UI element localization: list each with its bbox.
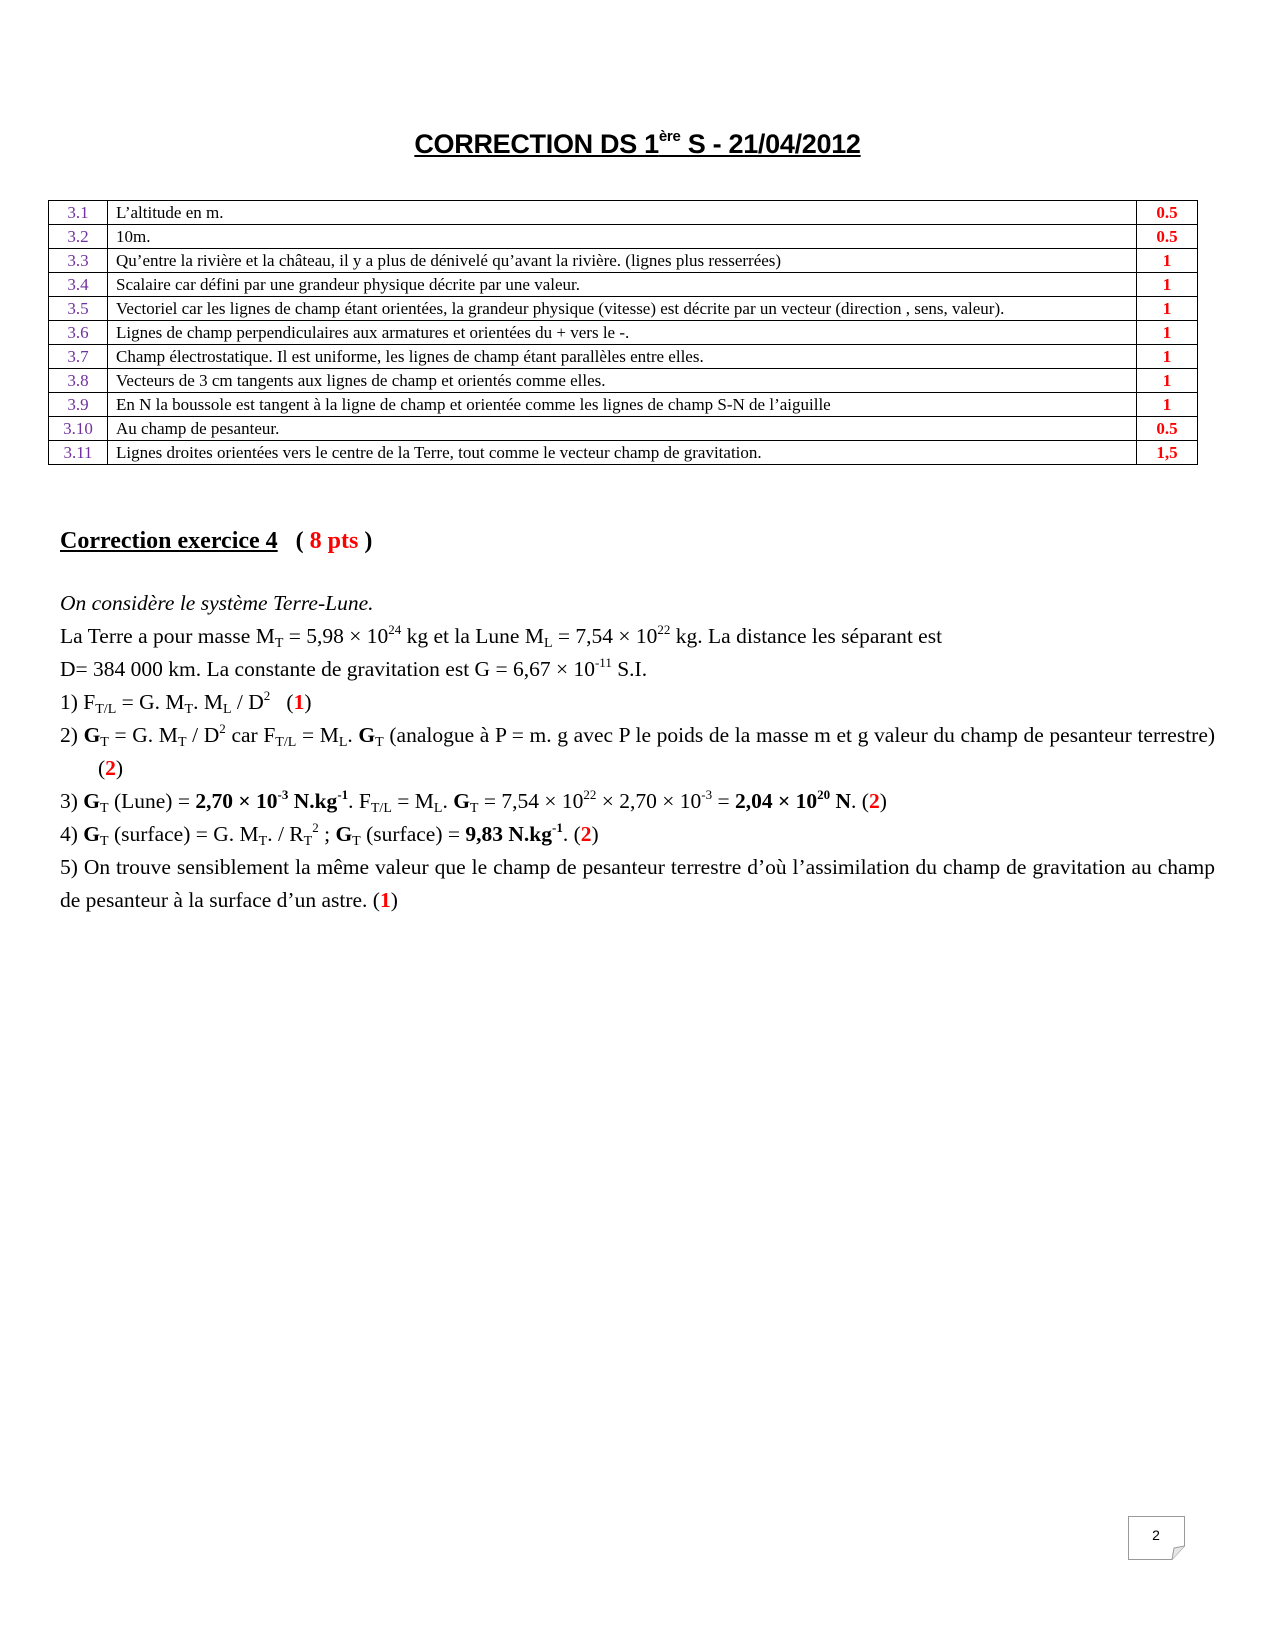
answer-text: Au champ de pesanteur. <box>108 417 1137 441</box>
question-number: 3.10 <box>49 417 108 441</box>
table-row <box>49 225 1198 249</box>
intro-line: On considère le système Terre-Lune. <box>60 591 374 615</box>
points: 1,5 <box>1137 441 1198 465</box>
question-number: 3.4 <box>49 273 108 297</box>
answer-2: 2) $G_T = G$. $M_T / D^2$ car $F_{T/L} = M_L$. $G_T$ (analogue à P = m. g avec P le poids de la masse m et g valeur du champ de pesanteur terrestre) (2) <box>60 721 1216 780</box>
masses-line: La Terre a pour masse $M_T = 5,98 \times 10^{24}$ kg et la Lune $M_L = 7,54 \times 10^{22}$ kg. La distance les séparant est <box>60 622 943 651</box>
answers-table <box>48 200 1198 465</box>
answer-text: Vecteurs de 3 cm tangents aux lignes de champ et orientés comme elles. <box>108 369 1137 393</box>
answer-text: Qu’entre la rivière et la château, il y a plus de dénivelé qu’avant la rivière. (lignes plus resserrées) <box>108 249 1137 273</box>
question-number: 3.8 <box>49 369 108 393</box>
points: 0.5 <box>1137 417 1198 441</box>
answer-1: 1) $F_{T/L} = G$. $M_T$. $M_L / D^2$ (1) <box>60 688 312 717</box>
points: 1 <box>1137 369 1198 393</box>
points: 0.5 <box>1137 225 1198 249</box>
exercise-points: 8 pts <box>309 528 359 554</box>
table-row <box>49 321 1198 345</box>
points: 1 <box>1137 393 1198 417</box>
table-row <box>49 393 1198 417</box>
answer-text: Lignes de champ perpendiculaires aux armatures et orientées du + vers le -. <box>108 321 1137 345</box>
table-row <box>49 369 1198 393</box>
answer-text: Scalaire car défini par une grandeur physique décrite par une valeur. <box>108 273 1137 297</box>
answer-5: 5) On trouve sensiblement la même valeur que le champ de pesanteur terrestre d’où l’assimilation du champ de gravitation au champ de pesanteur à la surface d’un astre. (1) <box>60 855 1215 912</box>
points: 1 <box>1137 297 1198 321</box>
answer-text: Vectoriel car les lignes de champ étant orientées, la grandeur physique (vitesse) est décrite par un vecteur (direction , sens, valeur). <box>108 297 1137 321</box>
answer-text: L’altitude en m. <box>108 201 1137 225</box>
page-number-box <box>1128 1516 1188 1560</box>
question-number: 3.2 <box>49 225 108 249</box>
question-number: 3.5 <box>49 297 108 321</box>
page-title: CORRECTION DS 1ère S - 21/04/2012 <box>414 128 861 159</box>
question-number: 3.11 <box>49 441 108 465</box>
table-row <box>49 417 1198 441</box>
answer-text: En N la boussole est tangent à la ligne de champ et orientée comme les lignes de champ S-N de l’aiguille <box>108 393 1137 417</box>
answer-3: 3) $G_T$ (Lune) = $2,70 \times 10^{-3}$ $N.kg^{-1}$. $F_{T/L} = M_L$. $G_T = 7,54 \times 10^{22} \times 2,70 \times 10^{-3} = 2,04 \times 10^{20}$ N. (2) <box>60 787 887 816</box>
exercise-heading: Correction exercice 4 ( 8 pts ) <box>60 528 373 554</box>
exercise-title: Correction exercice 4 <box>60 528 278 554</box>
page-number: 2 <box>1152 1527 1160 1543</box>
answer-text: Lignes droites orientées vers le centre de la Terre, tout comme le vecteur champ de gravitation. <box>108 441 1137 465</box>
points: 1 <box>1137 249 1198 273</box>
distance-line: D= 384 000 km. La constante de gravitation est $G = 6,67 \times 10^{-11}$ S.I. <box>60 655 648 681</box>
table-row <box>49 441 1198 465</box>
points: 1 <box>1137 273 1198 297</box>
table-row <box>49 345 1198 369</box>
answer-text: Champ électrostatique. Il est uniforme, les lignes de champ étant parallèles entre elles. <box>108 345 1137 369</box>
question-number: 3.3 <box>49 249 108 273</box>
points: 1 <box>1137 345 1198 369</box>
question-number: 3.7 <box>49 345 108 369</box>
table-row <box>49 297 1198 321</box>
question-number: 3.9 <box>49 393 108 417</box>
points: 1 <box>1137 321 1198 345</box>
exercise-body <box>60 587 1215 917</box>
question-number: 3.1 <box>49 201 108 225</box>
points: 0.5 <box>1137 201 1198 225</box>
table-row <box>49 249 1198 273</box>
question-number: 3.6 <box>49 321 108 345</box>
table-row <box>49 201 1198 225</box>
answer-4: 4) $G_T$ (surface) = G. $M_T$. / $R_T^2$ ; $G_T$ (surface) = 9,83 $N.kg^{-1}$. (2) <box>60 820 599 849</box>
table-row <box>49 273 1198 297</box>
answer-text: 10m. <box>108 225 1137 249</box>
